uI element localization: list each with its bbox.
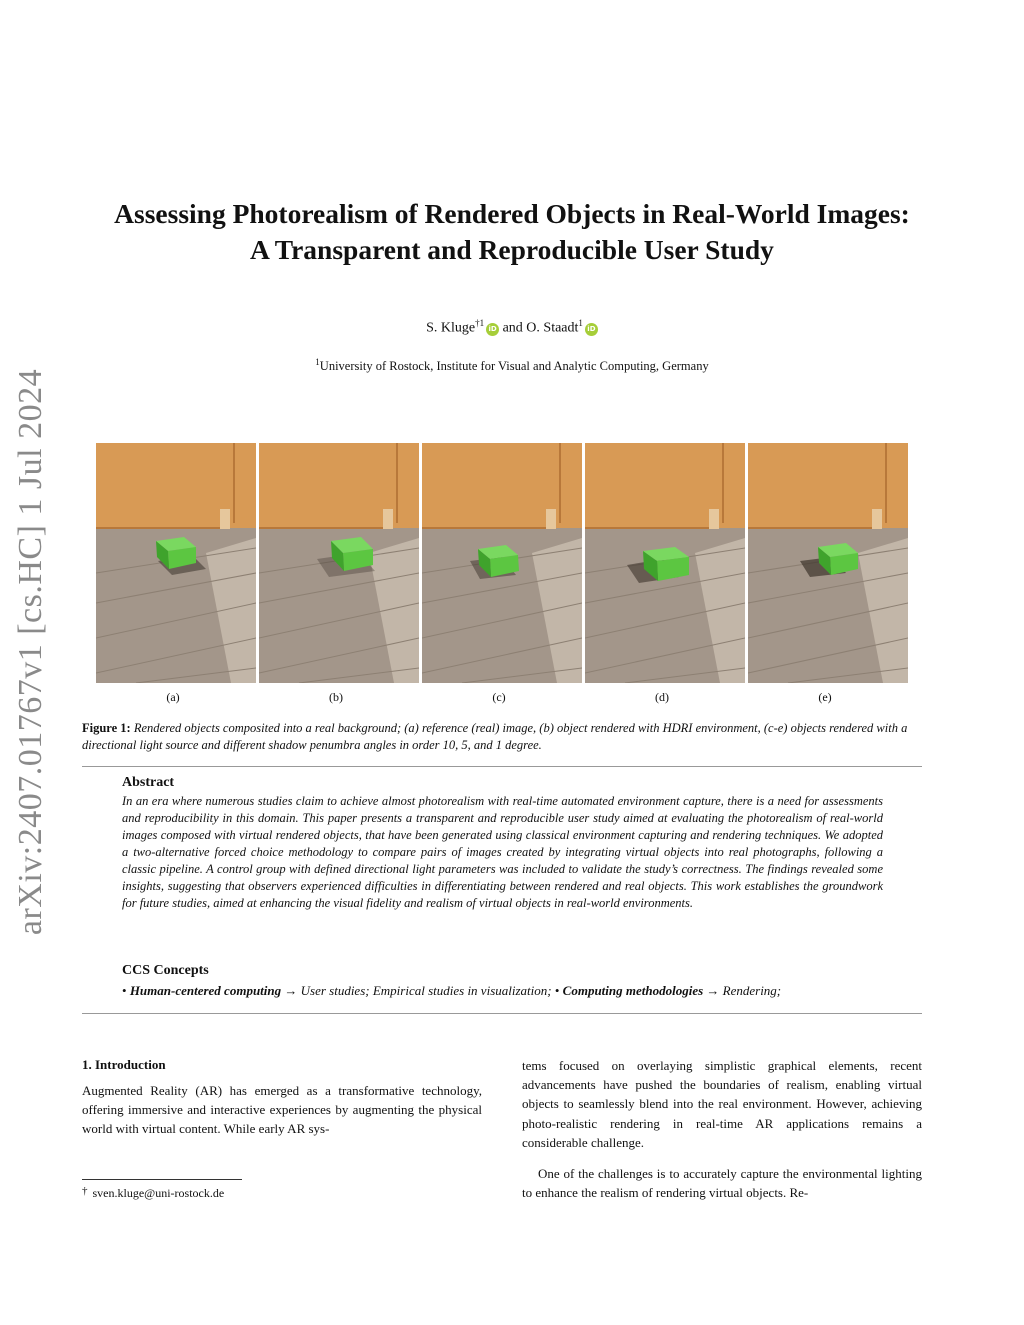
photo-panel-e [748, 443, 908, 683]
ccs-heading: CCS Concepts [122, 963, 209, 978]
divider-bottom [82, 1013, 922, 1014]
figure-panel-a [96, 443, 256, 683]
author-2-sup: 1 [578, 318, 583, 328]
ccs-concepts [122, 982, 902, 999]
arxiv-stamp [2, 368, 60, 936]
footnote-email[interactable]: sven.kluge@uni-rostock.de [92, 1186, 225, 1200]
section-heading-introduction: 1. Introduction [82, 1057, 166, 1072]
figure-caption-label: Figure 1: [82, 721, 131, 735]
author-1-sup: †1 [475, 318, 485, 328]
orcid-icon[interactable]: iD [585, 323, 598, 336]
divider-top [82, 766, 922, 767]
photo-panel-b [259, 443, 419, 683]
intro-paragraph-col1: Augmented Reality (AR) has emerged as a transformative technology, offering immersive and interactive experiences by augmenting the physical world with virtual content. While early AR sys- [82, 1083, 482, 1137]
title-line-1: Assessing Photorealism of Rendered Objects in Real-World Images: [114, 198, 910, 229]
photo-panel-d [585, 443, 745, 683]
abstract-body: In an era where numerous studies claim to achieve almost photorealism with real-time automated environment capture, there is a need for assessments and reproducibility in this domain. This paper presents a transparent and reproducible user study aimed at evaluating the photorealism of real-world images composed with virtual rendered objects, that have been generated using classical environment capturing and rendering techniques. We adopted a two-alternative forced choice methodology to compare pairs of images created by integrating virtual objects into real photographs, following a classic pipeline. A control group with defined directional light parameters was included to validate the study’s correctness. The findings revealed some insights, suggesting that observers experienced difficulties in differentiating between rendered and real objects. This work establishes the groundwork for future studies, aimed at enhancing the visual fidelity and realism of virtual objects in real-world environments. [122, 794, 883, 910]
subfigure-label-b: (b) [329, 690, 343, 704]
figure-caption-text: Rendered objects composited into a real background; (a) reference (real) image, (b) object rendered with HDRI environment, (c-e) objects rendered with a directional light source and different shadow penumbra angles in order 10, 5, and 1 degree. [82, 721, 908, 752]
abstract-heading: Abstract [122, 775, 175, 790]
ccs-bullet: • [122, 983, 127, 998]
subfigure-label-a: (a) [166, 690, 180, 704]
ccs-concept-1-sub: User studies; Empirical studies in visualization; [300, 983, 552, 998]
ccs-concept-2-sub: Rendering; [722, 983, 782, 998]
affiliation [0, 357, 1024, 374]
intro-paragraph-col2: tems focused on overlaying simplistic graphical elements, recent advancements have pushed the boundaries of realism, enabling virtual objects to seamlessly blend into the real environment. However, achieving photo-realistic rendering in real-time AR applications remains a considerable challenge. [522, 1058, 922, 1150]
ccs-arrow: → [706, 983, 720, 998]
ccs-concept-2: Computing methodologies [562, 983, 704, 998]
footnote-mark: † [82, 1185, 88, 1197]
photo-panel-c [422, 443, 582, 683]
author-1-name: S. Kluge [426, 320, 476, 336]
figure-panel-d [585, 443, 745, 683]
authors [0, 318, 1024, 337]
subfigure-label-d: (d) [655, 690, 669, 704]
affiliation-text: University of Rostock, Institute for Visual and Analytic Computing, Germany [319, 359, 709, 374]
arxiv-stamp-text: arXiv:2407.01767v1 [cs.HC] 1 Jul 2024 [12, 368, 49, 936]
ccs-concept-1: Human-centered computing [129, 983, 282, 998]
figure-caption [82, 720, 924, 754]
title-line-2: A Transparent and Reproducible User Study [250, 234, 774, 265]
footnote-rule [82, 1179, 242, 1180]
figure-panel-e [748, 443, 908, 683]
figure-panel-b [259, 443, 419, 683]
ccs-arrow: → [284, 983, 298, 998]
subfigure-label-c: (c) [492, 690, 506, 704]
author-2-name: and O. Staadt [502, 320, 579, 336]
intro-paragraph-col2-second: One of the challenges is to accurately capture the environmental lighting to enhance the realism of rendering virtual objects. Re- [522, 1166, 922, 1201]
subfigure-label-e: (e) [818, 690, 832, 704]
ccs-bullet: • [554, 983, 560, 998]
orcid-icon[interactable]: iD [486, 323, 499, 336]
photo-panel-a [96, 443, 256, 683]
paper-title [60, 196, 964, 268]
affiliation-sup: 1 [315, 357, 320, 367]
footnote [82, 1185, 224, 1201]
figure-panel-c [422, 443, 582, 683]
